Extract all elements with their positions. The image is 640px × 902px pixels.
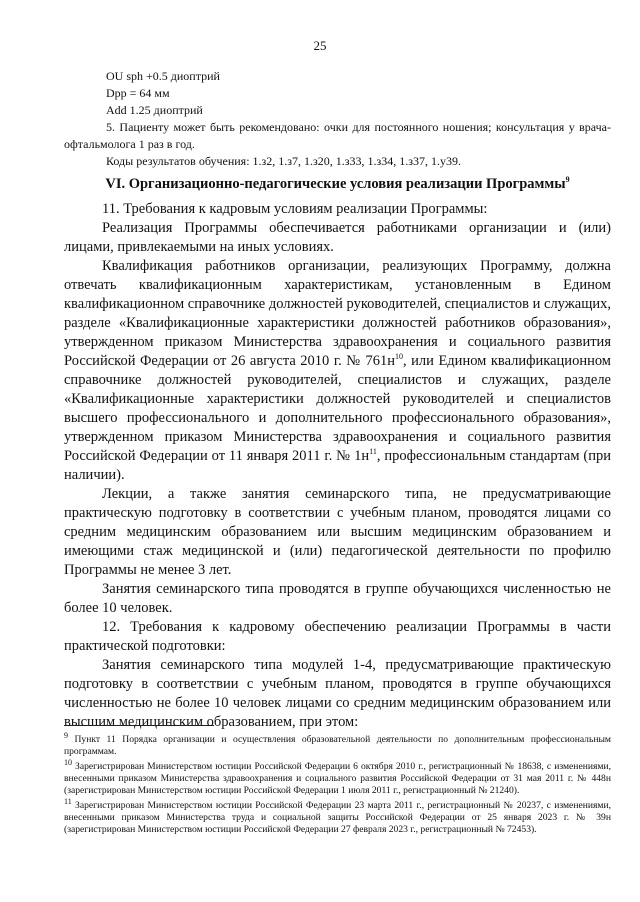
footnotes	[64, 730, 611, 835]
prescription-dpp: Dpp = 64 мм	[106, 86, 170, 100]
footnote-divider	[64, 725, 214, 726]
paragraph-11-implementation: Реализация Программы обеспечивается работниками организации и (или) лицами, привлекаемыми на иных условиях.	[64, 220, 611, 255]
section-heading	[64, 176, 611, 193]
paragraph-11-qualification: Квалификация работников организации, реализующих Программу, должна отвечать квалификационным характеристикам, установленным в Едином квалификационном справочнике должностей руководителей, специалистов и служащих, разделе «Квалификационные характеристики должностей работников образования», утвержденном приказом Министерства здравоохранения и социального развития Российской Федерации от 26 августа 2010 г. № $761н^{10}$, или Едином квалификационном справочнике должностей руководителей, специалистов и служащих, разделе «Квалификационные характеристики должностей руководителей и специалистов высшего профессионального и дополнительного профессионального образования», утвержденном приказом Министерства здравоохранения и социального развития Российской Федерации от 11 января 2011 г. № $1н^{11}$, профессиональным стандартам (при наличии).	[64, 258, 611, 483]
paragraph-11-seminars: Занятия семинарского типа проводятся в группе обучающихся численностью не более 10 человек.	[64, 581, 611, 616]
main-text	[64, 200, 611, 732]
learning-result-codes: Коды результатов обучения: 1.з2, 1.з7, 1.з20, 1.з33, 1.з34, 1.з37, 1.у39.	[106, 154, 461, 168]
footnote-9: $^9$ Пункт 11 Порядка организации и осуществления образовательной деятельности по дополнительным профессиональным программам.	[64, 731, 611, 757]
paragraph-11: 11. Требования к кадровым условиям реализации Программы:	[102, 201, 488, 217]
section-title: VI. Организационно-педагогические условия реализации Программы	[105, 176, 566, 192]
footnote-ref-10: 10	[395, 352, 404, 362]
paragraph-11-lectures: Лекции, а также занятия семинарского типа, не предусматривающие практическую подготовку в соответствии с учебным планом, проводятся лицами со средним медицинским образованием или высшим медицинским образованием и имеющими стаж медицинской и (или) педагогической деятельности по профилю Программы не менее 3 лет.	[64, 486, 611, 578]
paragraph-12-modules: Занятия семинарского типа модулей 1-4, предусматривающие практическую подготовку в соответствии с учебным планом, проводятся в группе обучающихся численностью не более 10 человек лицами со средним медицинским образованием или высшим медицинским образованием, при этом:	[64, 657, 611, 730]
footnote-10: $^{10}$ Зарегистрирован Министерством юстиции Российской Федерации 6 октября 2010 г., регистрационный № 18638, с изменениями, внесенными приказом Министерства здравоохранения и социального развития Российской Федерации от 31 мая 2011 г. № 448н (зарегистрирован Министерством юстиции Российской Федерации 1 июля 2011 г., регистрационный № 21240).	[64, 758, 611, 796]
footnote-ref-9: 9	[565, 175, 570, 185]
prescription-block	[64, 68, 611, 170]
paragraph-12: 12. Требования к кадровому обеспечению реализации Программы в части практической подготовки:	[64, 619, 611, 654]
prescription-recommendation: 5. Пациенту может быть рекомендовано: очки для постоянного ношения; консультация у врача-офтальмолога 1 раз в год.	[64, 120, 611, 151]
footnote-ref-11: 11	[369, 447, 377, 457]
footnote-11: $^{11}$ Зарегистрирован Министерством юстиции Российской Федерации 23 марта 2011 г., регистрационный № 20237, с изменениями, внесенными приказом Министерства труда и социальной защиты Российской Федерации от 25 января 2023 г. № 39н (зарегистрирован Министерством юстиции Российской Федерации 27 февраля 2023 г., регистрационный № 72453).	[64, 797, 611, 835]
prescription-add: Add 1.25 диоптрий	[106, 103, 203, 117]
page-number: 25	[313, 38, 327, 53]
prescription-ou: OU sph +0.5 диоптрий	[106, 69, 220, 83]
